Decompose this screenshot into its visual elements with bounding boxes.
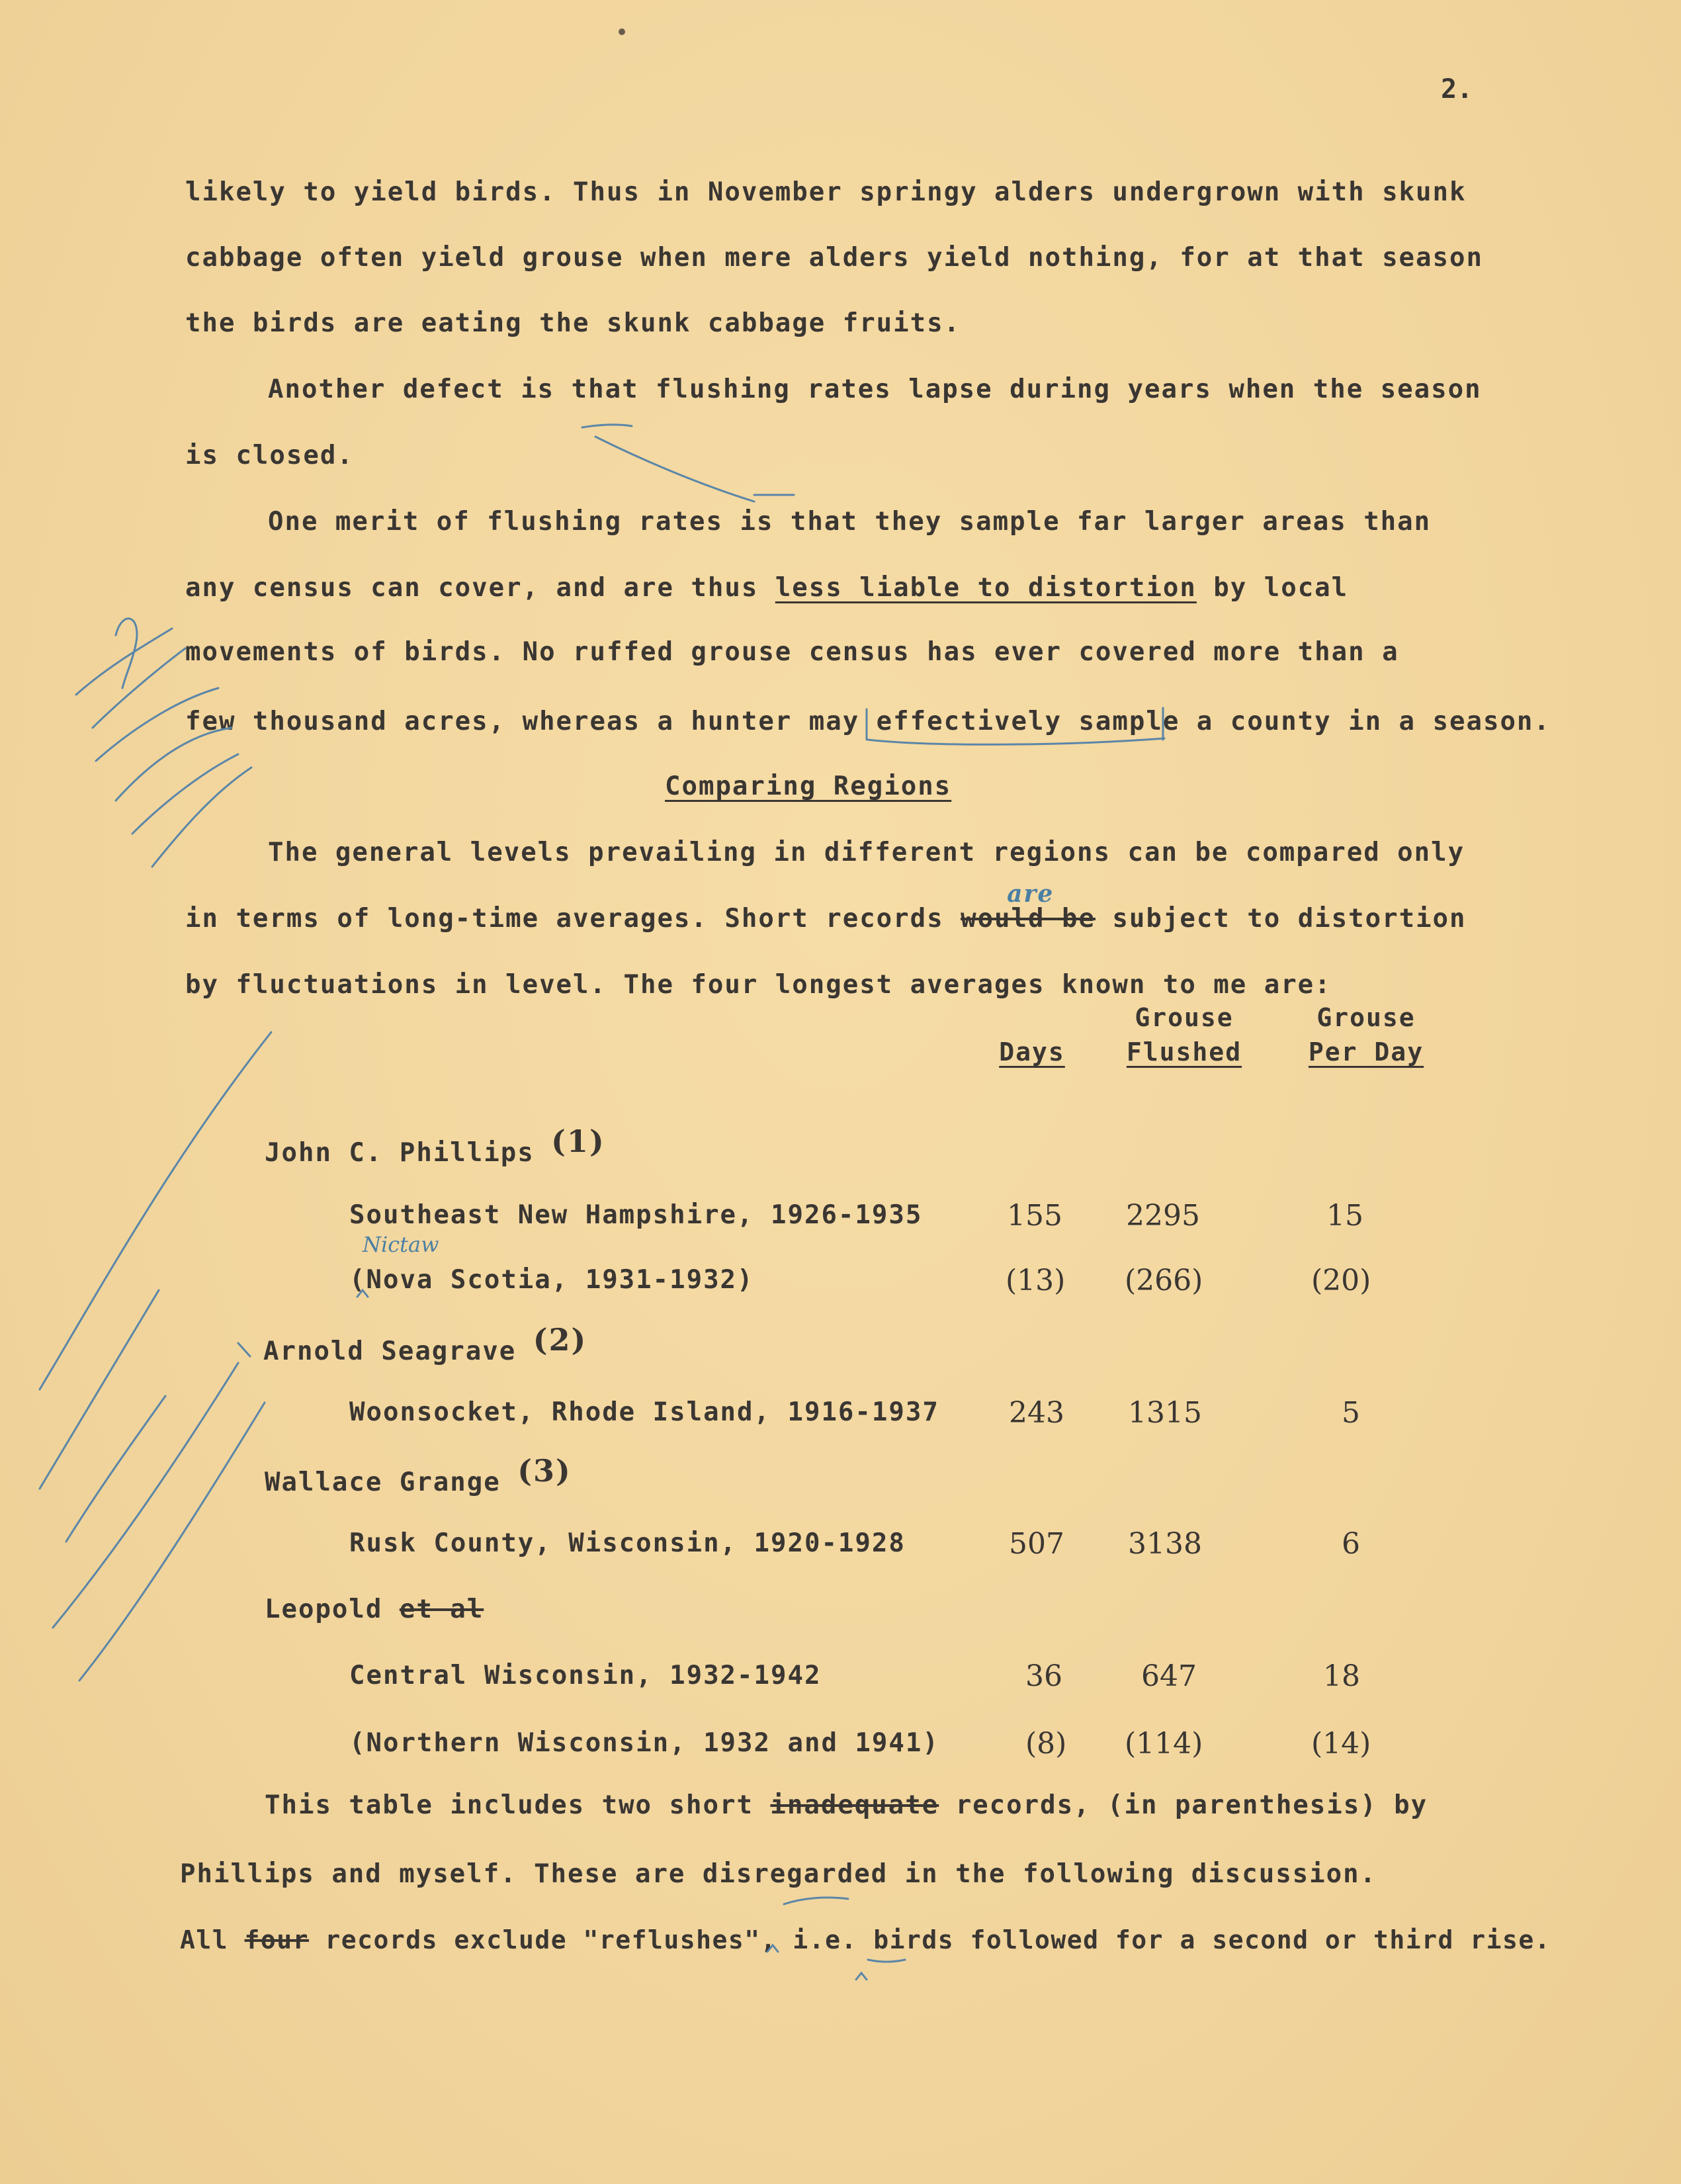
body-line: This table includes two short inadequate records, (in parenthesis) by [265, 1790, 1428, 1820]
underlined-text: less liable to distortion [775, 573, 1197, 603]
flushed-value: 1315 [1128, 1396, 1202, 1430]
margin-stroke [116, 728, 232, 801]
per-day-value: 6 [1342, 1527, 1360, 1561]
margin-stroke [116, 619, 137, 688]
caret-stroke [767, 1945, 778, 1952]
margin-stroke [79, 1403, 265, 1681]
body-line: likely to yield birds. Thus in November springy alders undergrown with skunk [185, 177, 1467, 207]
section-heading: Comparing Regions [665, 771, 952, 801]
margin-stroke [40, 1290, 159, 1489]
body-line: few thousand acres, whereas a hunter may effectively sample a county in a season. [185, 707, 1551, 736]
handwritten-note: Nictaw [363, 1232, 439, 1257]
per-day-value: 18 [1323, 1659, 1360, 1693]
margin-stroke [582, 425, 632, 427]
region-label: Central Wisconsin, 1932-1942 [349, 1661, 822, 1690]
struck-text: four [244, 1925, 310, 1954]
days-value: 36 [1025, 1659, 1062, 1693]
per-day-value: 5 [1342, 1396, 1360, 1430]
column-header-days: Days [999, 1037, 1065, 1067]
flushed-value: 2295 [1126, 1199, 1200, 1233]
author-name: Arnold Seagrave (2) [263, 1322, 587, 1366]
body-text: in terms of long-time averages. Short records [185, 904, 961, 934]
margin-stroke [132, 754, 238, 834]
margin-stroke [93, 648, 185, 728]
region-label: Southeast New Hampshire, 1926-1935 [349, 1200, 923, 1230]
body-line: is closed. [185, 441, 354, 470]
margin-stroke [784, 1898, 848, 1904]
per-day-value: 15 [1326, 1199, 1363, 1233]
days-value: 507 [1009, 1527, 1064, 1561]
author-name: Wallace Grange (3) [265, 1453, 572, 1497]
flushed-value: (266) [1125, 1264, 1203, 1297]
flushed-value: 647 [1141, 1659, 1197, 1693]
margin-stroke [238, 1343, 250, 1356]
body-line: Another defect is that flushing rates lapse during years when the season [268, 374, 1482, 404]
per-day-value: (20) [1311, 1264, 1371, 1297]
region-label: Rusk County, Wisconsin, 1920-1928 [349, 1528, 906, 1558]
days-value: (13) [1006, 1264, 1066, 1297]
body-text: subject to distortion [1095, 904, 1467, 934]
body-line: The general levels prevailing in different regions can be compared only [268, 838, 1465, 867]
days-value: 155 [1007, 1199, 1062, 1233]
bracket-stroke [868, 738, 1164, 744]
region-label: (Northern Wisconsin, 1932 and 1941) [349, 1728, 939, 1758]
body-line: Phillips and myself. These are disregarded in the following discussion. [180, 1859, 1377, 1889]
page-number: 2. [1441, 74, 1473, 105]
region-label: Woonsocket, Rhode Island, 1916-1937 [349, 1397, 939, 1427]
body-text: by local [1196, 573, 1349, 603]
body-line: All four records exclude "reflushes", i.e. birds followed for a second or third rise. [180, 1925, 1551, 1954]
flushed-value: 3138 [1128, 1527, 1202, 1561]
body-text: any census can cover, and are thus [185, 573, 775, 603]
margin-stroke [868, 1960, 905, 1962]
margin-stroke [152, 767, 251, 867]
caret-stroke [357, 1290, 368, 1297]
author-name: John C. Phillips (1) [265, 1123, 605, 1168]
margin-stroke [53, 1363, 238, 1628]
days-value: 243 [1009, 1396, 1064, 1430]
column-header-flushed: Grouse Flushed [1126, 1003, 1242, 1067]
struck-text: would be [961, 904, 1096, 934]
column-header-per-day: Grouse Per Day [1308, 1003, 1424, 1067]
struck-text: inadequate [770, 1790, 939, 1820]
body-line: the birds are eating the skunk cabbage fruits. [185, 308, 961, 338]
paper-speck [619, 28, 625, 35]
body-line: by fluctuations in level. The four longest averages known to me are: [185, 970, 1332, 1000]
body-line: cabbage often yield grouse when mere alders yield nothing, for at that season [185, 243, 1483, 273]
body-line: One merit of flushing rates is that they sample far larger areas than [268, 507, 1432, 537]
per-day-value: (14) [1311, 1727, 1371, 1761]
region-label: (Nova Scotia, 1931-1932) [349, 1265, 754, 1295]
connector-stroke [595, 437, 754, 502]
author-name: Leopold et al [265, 1594, 484, 1624]
handwritten-insert: are [1007, 880, 1055, 908]
flushed-value: (114) [1125, 1727, 1203, 1761]
body-line: movements of birds. No ruffed grouse census has ever covered more than a [185, 637, 1399, 667]
margin-stroke [96, 688, 218, 761]
margin-stroke [40, 1032, 271, 1389]
caret-stroke [856, 1973, 867, 1980]
days-value: (8) [1025, 1727, 1067, 1761]
struck-text: et al [399, 1594, 484, 1624]
